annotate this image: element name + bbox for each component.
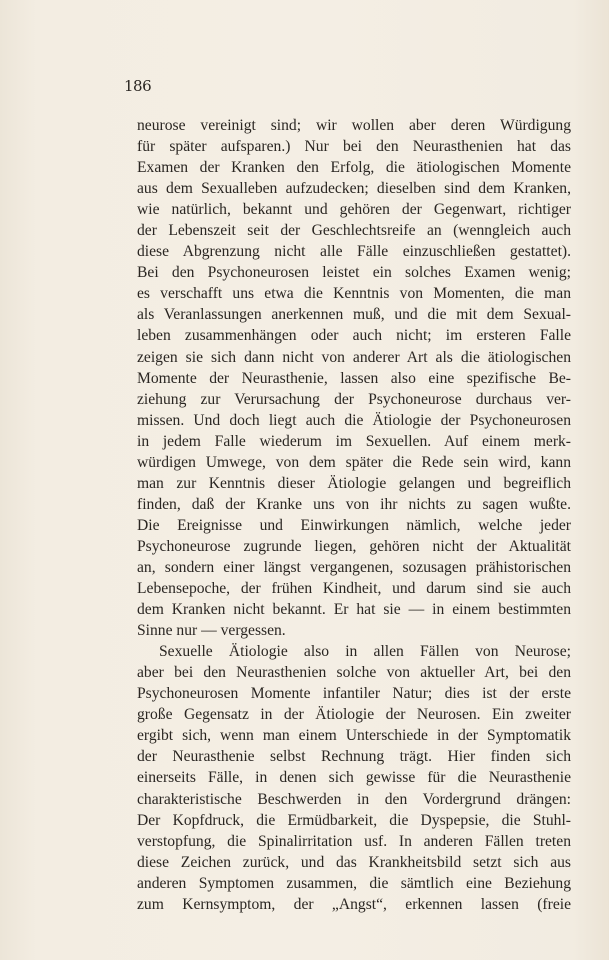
text-line: in jedem Falle wiederum im Sexuellen. Auf einem merk- xyxy=(137,432,571,450)
text-line: Psychoneurosen Momente infantiler Natur; dies ist der erste xyxy=(137,685,571,703)
text-line: zum Kernsymptom, der „Angst“, erkennen lassen (freie xyxy=(137,895,571,913)
text-line: Psychoneurose zugrunde liegen, gehören nicht der Aktualität xyxy=(137,537,571,555)
page-number: 186 xyxy=(124,77,152,95)
text-line: dem Kranken nicht bekannt. Er hat sie — in einem bestimmten xyxy=(137,601,571,619)
text-line: Momente der Neurasthenie, lassen also eine spezifische Be- xyxy=(137,369,571,387)
text-line: Examen der Kranken den Erfolg, die ätiologischen Momente xyxy=(137,159,571,177)
text-line: einerseits Fälle, in denen sich gewisse für die Neurasthenie xyxy=(137,769,571,787)
text-line: aber bei den Neurasthenien solche von aktueller Art, bei den xyxy=(137,664,571,682)
text-line: es verschafft uns etwa die Kenntnis von Momenten, die man xyxy=(137,285,571,303)
text-line: charakteristische Beschwerden in den Vordergrund drängen: xyxy=(137,790,571,808)
text-line: wie natürlich, bekannt und gehören der Gegenwart, richtiger xyxy=(137,201,571,219)
body-text xyxy=(137,115,571,915)
text-line: diese Abgrenzung nicht alle Fälle einzuschließen gestattet). xyxy=(137,243,571,261)
text-line: als Veranlassungen anerkennen muß, und die mit dem Sexual- xyxy=(137,306,571,324)
text-line: aus dem Sexualleben aufzudecken; dieselben sind dem Kranken, xyxy=(137,180,571,198)
text-line: Sexuelle Ätiologie also in allen Fällen von Neurose; xyxy=(159,643,571,661)
text-line: zeigen sie sich dann nicht von anderer Art als die ätiologischen xyxy=(137,348,571,366)
text-line: ergibt sich, wenn man einem Unterschiede in der Symptomatik xyxy=(137,727,571,745)
text-line: ziehung zur Verursachung der Psychoneurose durchaus ver- xyxy=(137,390,571,408)
text-line: der Neurasthenie selbst Rechnung trägt. Hier finden sich xyxy=(137,748,571,766)
text-line: große Gegensatz in der Ätiologie der Neurosen. Ein zweiter xyxy=(137,706,571,724)
text-line: Sinne nur — vergessen. xyxy=(137,622,286,640)
text-line: diese Zeichen zurück, und das Krankheitsbild setzt sich aus xyxy=(137,853,571,871)
text-line: für später aufsparen.) Nur bei den Neurasthenien hat das xyxy=(137,138,571,156)
text-line: Bei den Psychoneurosen leistet ein solches Examen wenig; xyxy=(137,264,571,282)
text-line: der Lebenszeit seit der Geschlechtsreife an (wenngleich auch xyxy=(137,222,571,240)
text-line: man zur Kenntnis dieser Ätiologie gelangen und begreiflich xyxy=(137,474,571,492)
text-line: leben zusammenhängen oder auch nicht; im ersteren Falle xyxy=(137,327,571,345)
text-line: Die Ereignisse und Einwirkungen nämlich, welche jeder xyxy=(137,516,571,534)
text-line: würdigen Umwege, von dem später die Rede sein wird, kann xyxy=(137,453,571,471)
text-line: Lebensepoche, der frühen Kindheit, und darum sind sie auch xyxy=(137,580,571,598)
text-line: neurose vereinigt sind; wir wollen aber deren Würdigung xyxy=(137,117,571,134)
text-line: finden, daß der Kranke uns von ihr nichts zu sagen wußte. xyxy=(137,495,571,513)
text-line: anderen Symptomen zusammen, die sämtlich eine Beziehung xyxy=(137,874,571,892)
text-line: Der Kopfdruck, die Ermüdbarkeit, die Dyspepsie, die Stuhl- xyxy=(137,811,571,829)
text-line: verstopfung, die Spinalirritation usf. In anderen Fällen treten xyxy=(137,832,571,850)
text-line: an, sondern einer längst vergangenen, sozusagen prähistorischen xyxy=(137,558,571,576)
text-line: missen. Und doch liegt auch die Ätiologie der Psychoneurosen xyxy=(137,411,571,429)
